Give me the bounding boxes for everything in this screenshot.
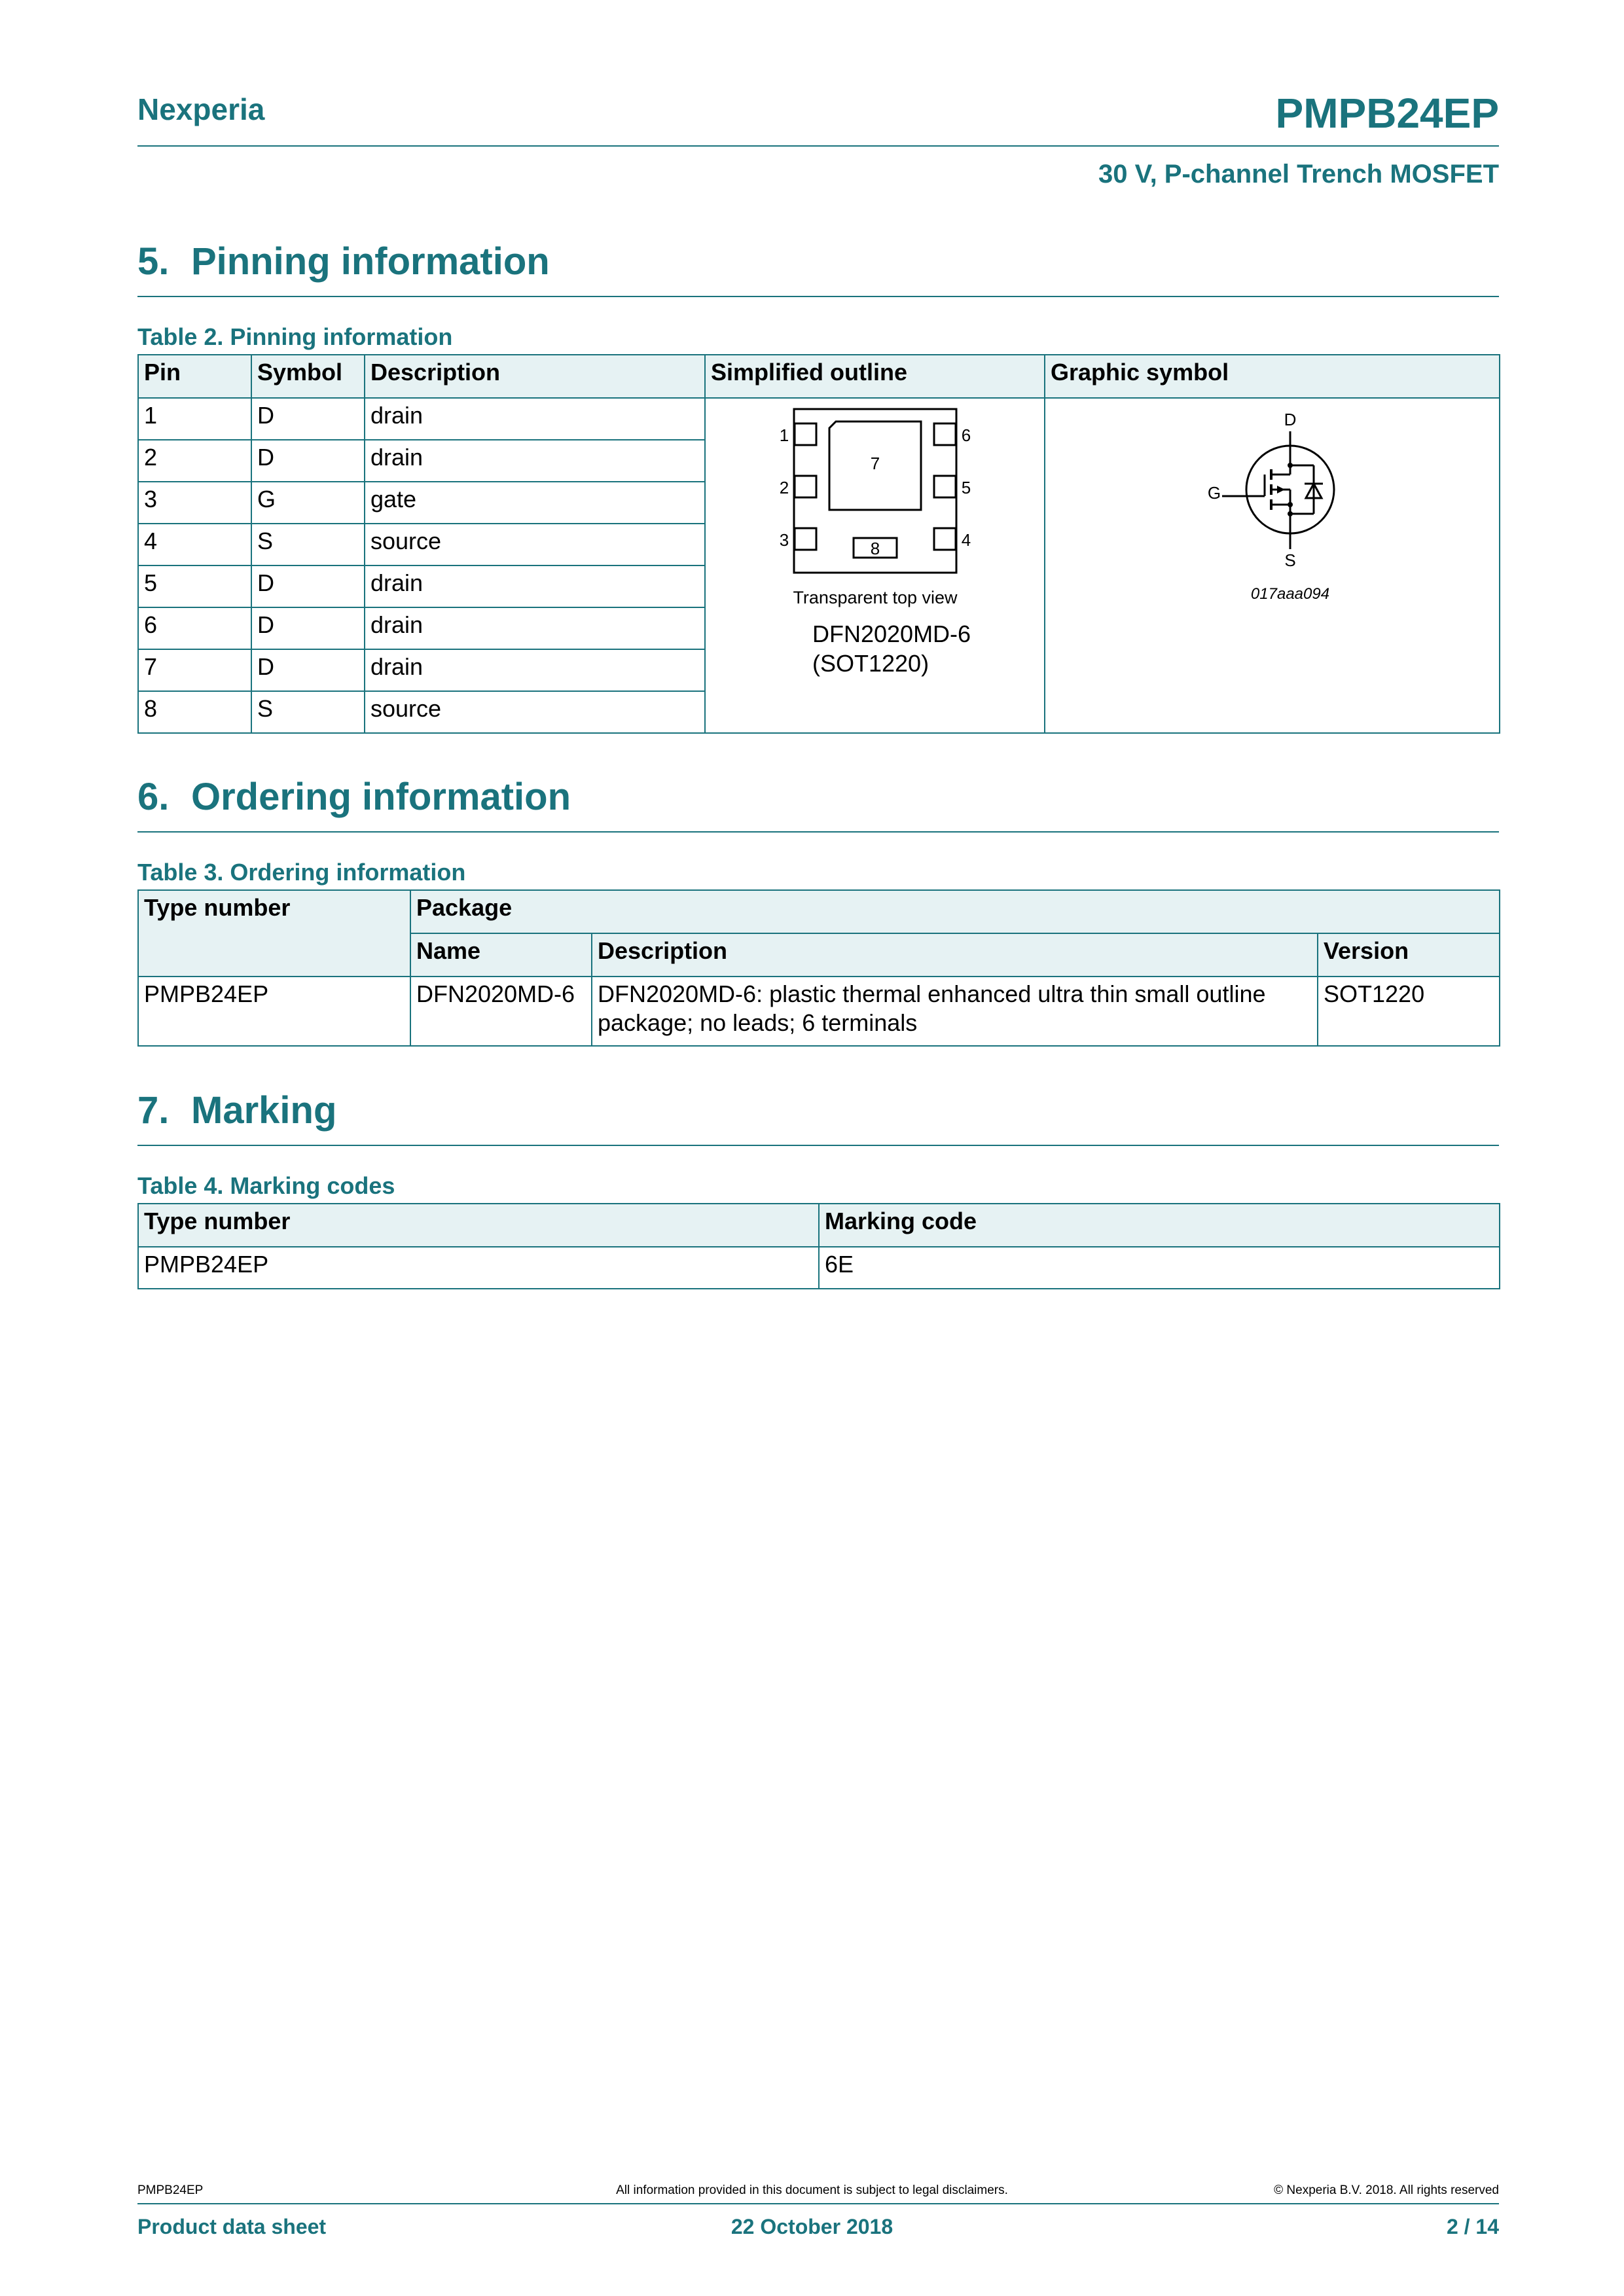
pin-cell: 1 [138,398,251,440]
column-header: Graphic symbol [1045,355,1500,398]
pin-label-2: 2 [779,478,789,497]
column-header: Package [410,890,1500,933]
column-header: Version [1318,933,1500,977]
section-number: 5. [137,240,170,283]
section-number: 6. [137,776,170,818]
part-number: PMPB24EP [1275,90,1499,137]
section-rule [137,1145,1499,1146]
package-name-cell: DFN2020MD-6 [410,977,592,1046]
description-cell: drain [365,398,705,440]
mosfet-symbol-diagram [1045,399,1500,732]
pin-cell: 2 [138,440,251,482]
footer-disclaimer: All information provided in this document is subject to legal disclaimers. [616,2183,1008,2197]
footer-rule [137,2203,1499,2204]
pad-5 [934,476,956,497]
symbol-cell: D [251,607,365,649]
footer-page-number: 2 / 14 [1446,2215,1499,2238]
section-heading-ordering [137,775,571,819]
pin-cell: 3 [138,482,251,524]
package-description-cell: DFN2020MD-6: plastic thermal enhanced ultra thin small outline package; no leads; 6 terminals [592,977,1318,1046]
column-header: Description [365,355,705,398]
column-header: Symbol [251,355,365,398]
marking-table [137,1203,1500,1289]
table-row [138,398,1500,440]
pin-label-5: 5 [961,478,971,497]
symbol-cell: D [251,649,365,691]
description-cell: drain [365,440,705,482]
column-header: Description [592,933,1318,977]
table-row [138,1247,1500,1289]
description-cell: source [365,691,705,733]
table-row [138,977,1500,1046]
section-rule [137,831,1499,833]
table-header-row [138,1204,1500,1247]
type-number-cell: PMPB24EP [138,1247,819,1289]
type-number-cell: PMPB24EP [138,977,410,1046]
column-header: Simplified outline [705,355,1045,398]
graphic-symbol-cell [1045,398,1500,733]
table-header-row [138,890,1500,933]
section-heading-marking [137,1088,336,1132]
section-heading-pinning [137,240,550,283]
description-cell: gate [365,482,705,524]
description-cell: drain [365,649,705,691]
footer-doc-id: PMPB24EP [137,2183,204,2197]
pin-label-8: 8 [870,539,880,558]
section-title: Pinning information [191,240,550,283]
pad-4 [934,528,956,550]
column-header: Pin [138,355,251,398]
table-caption: Table 4. Marking codes [137,1172,395,1199]
table-caption: Table 2. Pinning information [137,323,453,350]
section-title: Marking [191,1089,337,1132]
pad-3 [795,528,816,550]
package-code: (SOT1220) [812,650,929,677]
pin-cell: 8 [138,691,251,733]
figure-code: 017aaa094 [1250,585,1330,603]
product-subtitle: 30 V, P-channel Trench MOSFET [1098,160,1499,188]
pin-cell: 6 [138,607,251,649]
symbol-cell: G [251,482,365,524]
package-name: DFN2020MD-6 [812,620,971,647]
package-version-cell: SOT1220 [1318,977,1500,1046]
section-title: Ordering information [191,776,571,818]
header-rule [137,145,1499,147]
column-header: Type number [138,890,410,977]
pin-label-6: 6 [961,425,971,445]
symbol-cell: S [251,524,365,565]
pin-cell: 4 [138,524,251,565]
description-cell: drain [365,565,705,607]
package-outline-diagram [706,399,1045,732]
footer-date: 22 October 2018 [731,2215,893,2238]
pad-1 [795,423,816,445]
brand-name: Nexperia [137,92,265,126]
pin-cell: 7 [138,649,251,691]
pin-cell: 5 [138,565,251,607]
gate-label: G [1207,483,1221,503]
pin-label-1: 1 [779,425,789,445]
pinning-table [137,354,1500,734]
symbol-cell: D [251,565,365,607]
pad-6 [934,423,956,445]
section-rule [137,296,1499,297]
pad-2 [795,476,816,497]
marking-code-cell: 6E [819,1247,1500,1289]
table-caption: Table 3. Ordering information [137,859,466,886]
ordering-table [137,889,1500,1047]
column-header: Marking code [819,1204,1500,1247]
channel-arrow [1277,486,1285,493]
pin-label-4: 4 [961,530,971,550]
simplified-outline-cell [705,398,1045,733]
symbol-cell: S [251,691,365,733]
footer-doc-type: Product data sheet [137,2215,327,2238]
symbol-cell: D [251,440,365,482]
outline-caption: Transparent top view [793,588,958,607]
pin-label-3: 3 [779,530,789,550]
description-cell: source [365,524,705,565]
section-number: 7. [137,1089,170,1132]
drain-label: D [1284,410,1297,429]
pin-label-7: 7 [870,454,880,473]
source-label: S [1284,550,1296,570]
column-header: Name [410,933,592,977]
table-header-row [138,355,1500,398]
footer-copyright: © Nexperia B.V. 2018. All rights reserved [1274,2183,1499,2197]
symbol-cell: D [251,398,365,440]
column-header: Type number [138,1204,819,1247]
description-cell: drain [365,607,705,649]
